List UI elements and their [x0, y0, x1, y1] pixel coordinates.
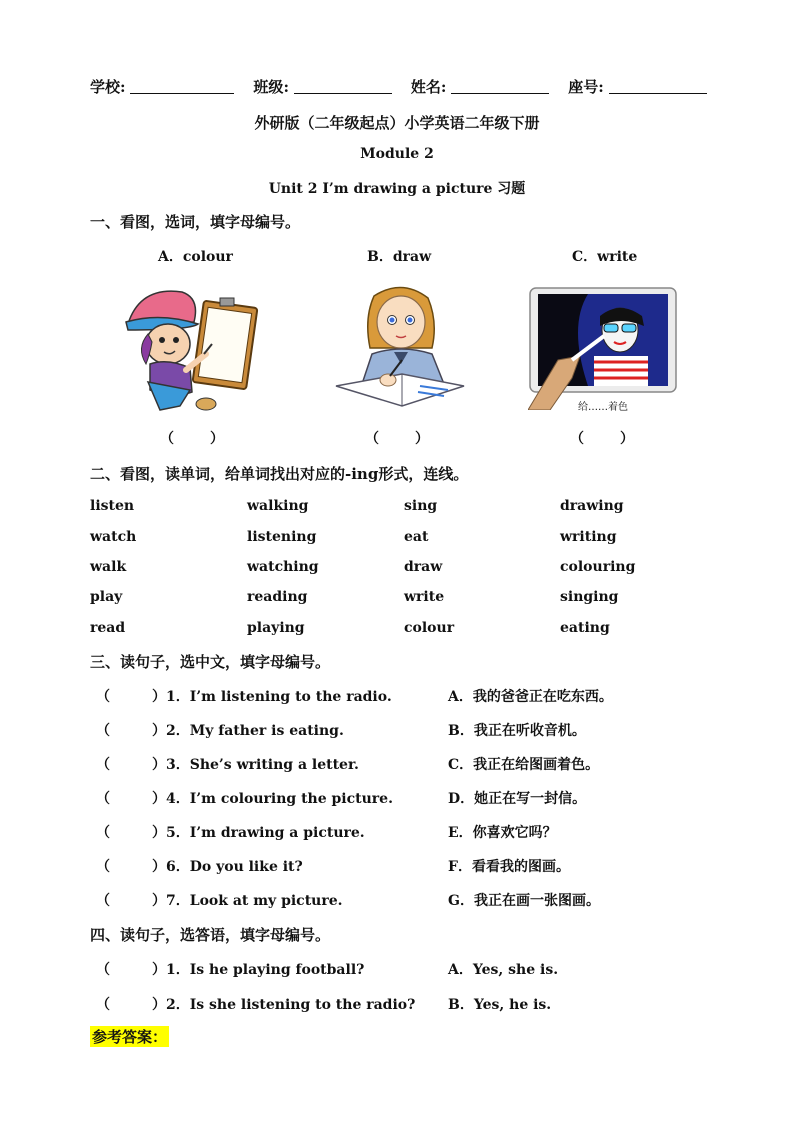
word-walk[interactable]: walk — [90, 559, 127, 575]
option-b: B．draw — [367, 249, 432, 265]
tablet-colouring-picture — [528, 286, 678, 410]
s3-question-row: （ ）5．I’m drawing a picture. — [96, 825, 365, 841]
word-write[interactable]: write — [404, 589, 445, 605]
option-a: A．colour — [158, 249, 233, 265]
s3-answer-blank-6[interactable]: （ ） — [96, 859, 166, 875]
word-play[interactable]: play — [90, 589, 123, 605]
s3-choice-c: C．我正在给图画着色。 — [448, 757, 600, 773]
s3-choice-g: G．我正在画一张图画。 — [448, 893, 600, 909]
s3-answer-blank-5[interactable]: （ ） — [96, 825, 166, 841]
section1-heading: 一、看图，选词，填字母编号。 — [90, 213, 301, 231]
name-blank[interactable] — [451, 79, 549, 94]
word-watch[interactable]: watch — [90, 529, 137, 545]
word-listening[interactable]: listening — [247, 529, 317, 545]
word-colour[interactable]: colour — [404, 620, 455, 636]
word-eating[interactable]: eating — [560, 620, 610, 636]
s4-answer-blank-2[interactable]: （ ） — [96, 997, 166, 1013]
word-sing[interactable]: sing — [404, 498, 438, 514]
s3-question-row: （ ）4．I’m colouring the picture. — [96, 791, 393, 807]
class-label: 班级 — [253, 78, 284, 96]
s3-answer-blank-2[interactable]: （ ） — [96, 723, 166, 739]
school-label: 学校 — [90, 78, 121, 96]
s3-question-row: （ ）6．Do you like it? — [96, 859, 303, 875]
section4-heading: 四、读句子，选答语，填字母编号。 — [90, 926, 331, 944]
s3-question-row: （ ）2．My father is eating. — [96, 723, 344, 739]
word-listen[interactable]: listen — [90, 498, 135, 514]
kid-drawing-picture — [120, 282, 260, 414]
name-label: 姓名 — [410, 78, 441, 96]
word-read[interactable]: read — [90, 620, 126, 636]
answer-blank-2[interactable]: （ ） — [365, 431, 429, 447]
s3-choice-b: B．我正在听收音机。 — [448, 723, 586, 739]
s3-question-row: （ ）7．Look at my picture. — [96, 893, 343, 909]
s3-answer-blank-1[interactable]: （ ） — [96, 689, 166, 705]
s3-answer-blank-4[interactable]: （ ） — [96, 791, 166, 807]
word-watching[interactable]: watching — [247, 559, 319, 575]
word-eat[interactable]: eat — [404, 529, 429, 545]
answer-key-label: 参考答案： — [92, 1028, 168, 1046]
word-singing[interactable]: singing — [560, 589, 619, 605]
s4-question-row: （ ）1．Is he playing football? — [96, 962, 365, 978]
colour-caption: 给……着色 — [578, 402, 628, 413]
section2-heading: 二、看图，读单词，给单词找出对应的-ing形式，连线。 — [90, 465, 469, 483]
option-c: C．write — [572, 249, 638, 265]
unit-title: Unit 2 I’m drawing a picture 习题 — [268, 181, 526, 197]
s3-question-row: （ ）1．I’m listening to the radio. — [96, 689, 392, 705]
section3-heading: 三、读句子，选中文，填字母编号。 — [90, 653, 331, 671]
s3-question-row: （ ）3．She’s writing a letter. — [96, 757, 359, 773]
word-reading[interactable]: reading — [247, 589, 308, 605]
s3-choice-d: D．她正在写一封信。 — [448, 791, 587, 807]
textbook-title: 外研版（二年级起点）小学英语二年级下册 — [254, 114, 540, 132]
word-colouring[interactable]: colouring — [560, 559, 636, 575]
word-walking[interactable]: walking — [247, 498, 309, 514]
seat-blank[interactable] — [609, 79, 707, 94]
answer-blank-1[interactable]: （ ） — [160, 431, 224, 447]
word-writing[interactable]: writing — [560, 529, 617, 545]
s4-choice-a: A．Yes, she is. — [448, 962, 559, 978]
s3-choice-a: A．我的爸爸正在吃东西。 — [448, 689, 613, 705]
word-drawing[interactable]: drawing — [560, 498, 624, 514]
school-blank[interactable] — [130, 79, 234, 94]
word-playing[interactable]: playing — [247, 620, 305, 636]
girl-writing-picture — [332, 282, 470, 414]
answer-blank-3[interactable]: （ ） — [570, 431, 634, 447]
s3-answer-blank-3[interactable]: （ ） — [96, 757, 166, 773]
seat-label: 座号 — [568, 78, 599, 96]
student-info-line: 学校: 班级: 姓名: 座号: — [90, 76, 707, 97]
s3-choice-e: E．你喜欢它吗？ — [448, 825, 557, 841]
s3-choice-f: F．看看我的图画。 — [448, 859, 570, 875]
word-draw[interactable]: draw — [404, 559, 443, 575]
s4-answer-blank-1[interactable]: （ ） — [96, 962, 166, 978]
s3-answer-blank-7[interactable]: （ ） — [96, 893, 166, 909]
s4-question-row: （ ）2．Is she listening to the radio? — [96, 997, 416, 1013]
module-title: Module 2 — [360, 146, 434, 162]
s4-choice-b: B．Yes, he is. — [448, 997, 552, 1013]
class-blank[interactable] — [294, 79, 392, 94]
